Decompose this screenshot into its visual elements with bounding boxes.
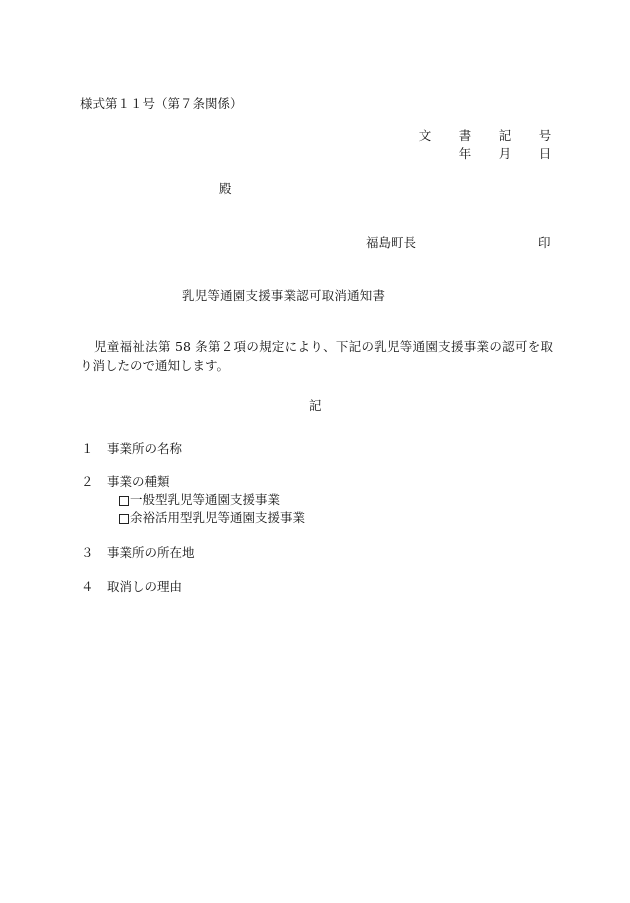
date-day-char: 日: [538, 146, 552, 161]
date-year-char: 年: [458, 146, 472, 161]
item-label: 事業の種類: [107, 474, 170, 489]
date-month-char: 月: [498, 146, 512, 161]
doc-number-char: 号: [538, 128, 552, 143]
doc-number-char: 記: [498, 128, 512, 143]
checkbox-icon[interactable]: [119, 514, 129, 524]
seal-mark: 印: [538, 235, 551, 250]
business-type-option[interactable]: [119, 512, 305, 525]
business-type-label: 一般型乳児等通園支援事業: [130, 492, 281, 507]
item-number: ２: [81, 474, 94, 489]
issuer-title: 福島町長: [366, 235, 417, 250]
item-label: 事業所の所在地: [107, 545, 195, 560]
item-label: 取消しの理由: [107, 579, 183, 594]
item-number: １: [81, 441, 94, 456]
addressee-honorific: 殿: [219, 181, 232, 196]
item-number: ４: [81, 579, 94, 594]
doc-number-char: 書: [458, 128, 472, 143]
doc-number-char: 文: [418, 128, 432, 143]
item-number: ３: [81, 545, 94, 560]
form-number-label: 様式第１１号（第７条関係）: [80, 96, 243, 111]
business-type-option[interactable]: [119, 494, 280, 507]
body-text: 児童福祉法第 58 条第２項の規定により、下記の乳児等通園支援事業の認可を取り消したので通知します。: [80, 339, 553, 373]
checkbox-icon[interactable]: [119, 496, 129, 506]
business-type-label: 余裕活用型乳児等通園支援事業: [130, 510, 306, 525]
ki-heading: 記: [309, 398, 322, 413]
document-title: 乳児等通園支援事業認可取消通知書: [182, 288, 386, 303]
item-label: 事業所の名称: [107, 441, 183, 456]
